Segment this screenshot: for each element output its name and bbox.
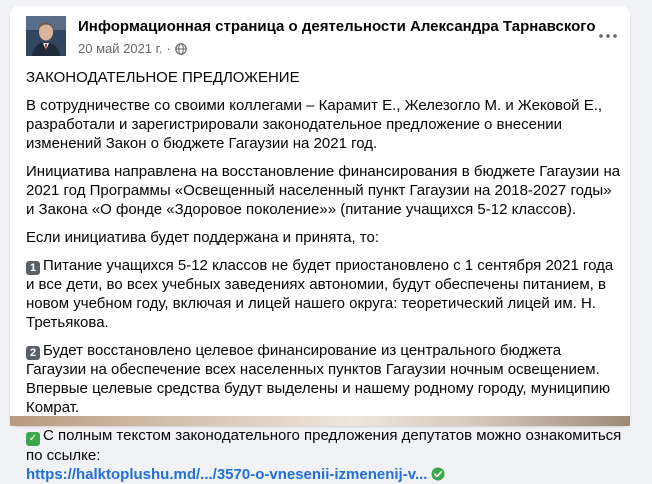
paragraph-condition: Если инициатива будет поддержана и принята, то: xyxy=(26,229,379,246)
proposal-link[interactable]: https://halktoplushu.md/.../3570-o-vnesenii-izmenenij-v... xyxy=(26,466,428,483)
check-mark-icon: ✓ xyxy=(26,432,40,446)
author-name[interactable]: Информационная страница о деятельности Александра Тарнавского xyxy=(78,18,596,35)
post-date[interactable]: 20 май 2021 г. xyxy=(78,41,163,56)
post-card xyxy=(10,6,630,483)
paragraph-collaboration: В сотрудничестве со своими коллегами – Карамит Е., Железогло М. и Жековой Е., разработали и зарегистрировали законодательное предложение о внесении изменений Закон о бюджете Гагаузии на 2021 год. xyxy=(26,97,603,152)
list-item xyxy=(26,256,622,332)
paragraph-initiative: Инициатива направлена на восстановление финансирования в бюджете Гагаузии на 2021 год Программы «Освещенный населенный пункт Гагаузии на 2018-2027 годы» и Закона «О фонде «Здоровое поколение»» (питание учащихся 5-12 классов). xyxy=(26,163,621,218)
post-photo-preview[interactable] xyxy=(10,416,630,426)
meta-separator: · xyxy=(166,41,171,56)
avatar-photo-icon xyxy=(26,16,66,56)
more-options-button[interactable] xyxy=(596,24,620,48)
keycap-1-icon: 1 xyxy=(26,261,40,275)
check-circle-icon xyxy=(431,467,445,481)
list-item-text: Питание учащихся 5-12 классов не будет приостановлено с 1 сентября 2021 года и все дети, во всех учебных заведениях автономии, будут обеспечены питанием, в новом учебном году, включая и лицей нашего округа: теоретический лицей им. Н. Третьякова. xyxy=(26,257,614,331)
post-heading: ЗАКОНОДАТЕЛЬНОЕ ПРЕДЛОЖЕНИЕ xyxy=(26,69,300,86)
post-meta xyxy=(78,41,187,56)
post-header xyxy=(26,16,626,60)
list-item-text: С полным текстом законодательного предложения депутатов можно ознакомиться по ссылке: xyxy=(26,427,622,464)
list-item-text: Будет восстановлено целевое финансирование из центрального бюджета Гагаузии на обеспечение всех населенных пунктов Гагаузии ночным освещением. Впервые целевые средства будут выделены и нашему родному городу, муниципию Комрат. xyxy=(26,342,611,416)
keycap-2-icon: 2 xyxy=(26,346,40,360)
list-item xyxy=(26,426,622,484)
more-options-icon xyxy=(599,34,617,38)
list-item xyxy=(26,341,622,417)
globe-icon[interactable] xyxy=(175,43,187,55)
author-avatar[interactable] xyxy=(26,16,66,56)
